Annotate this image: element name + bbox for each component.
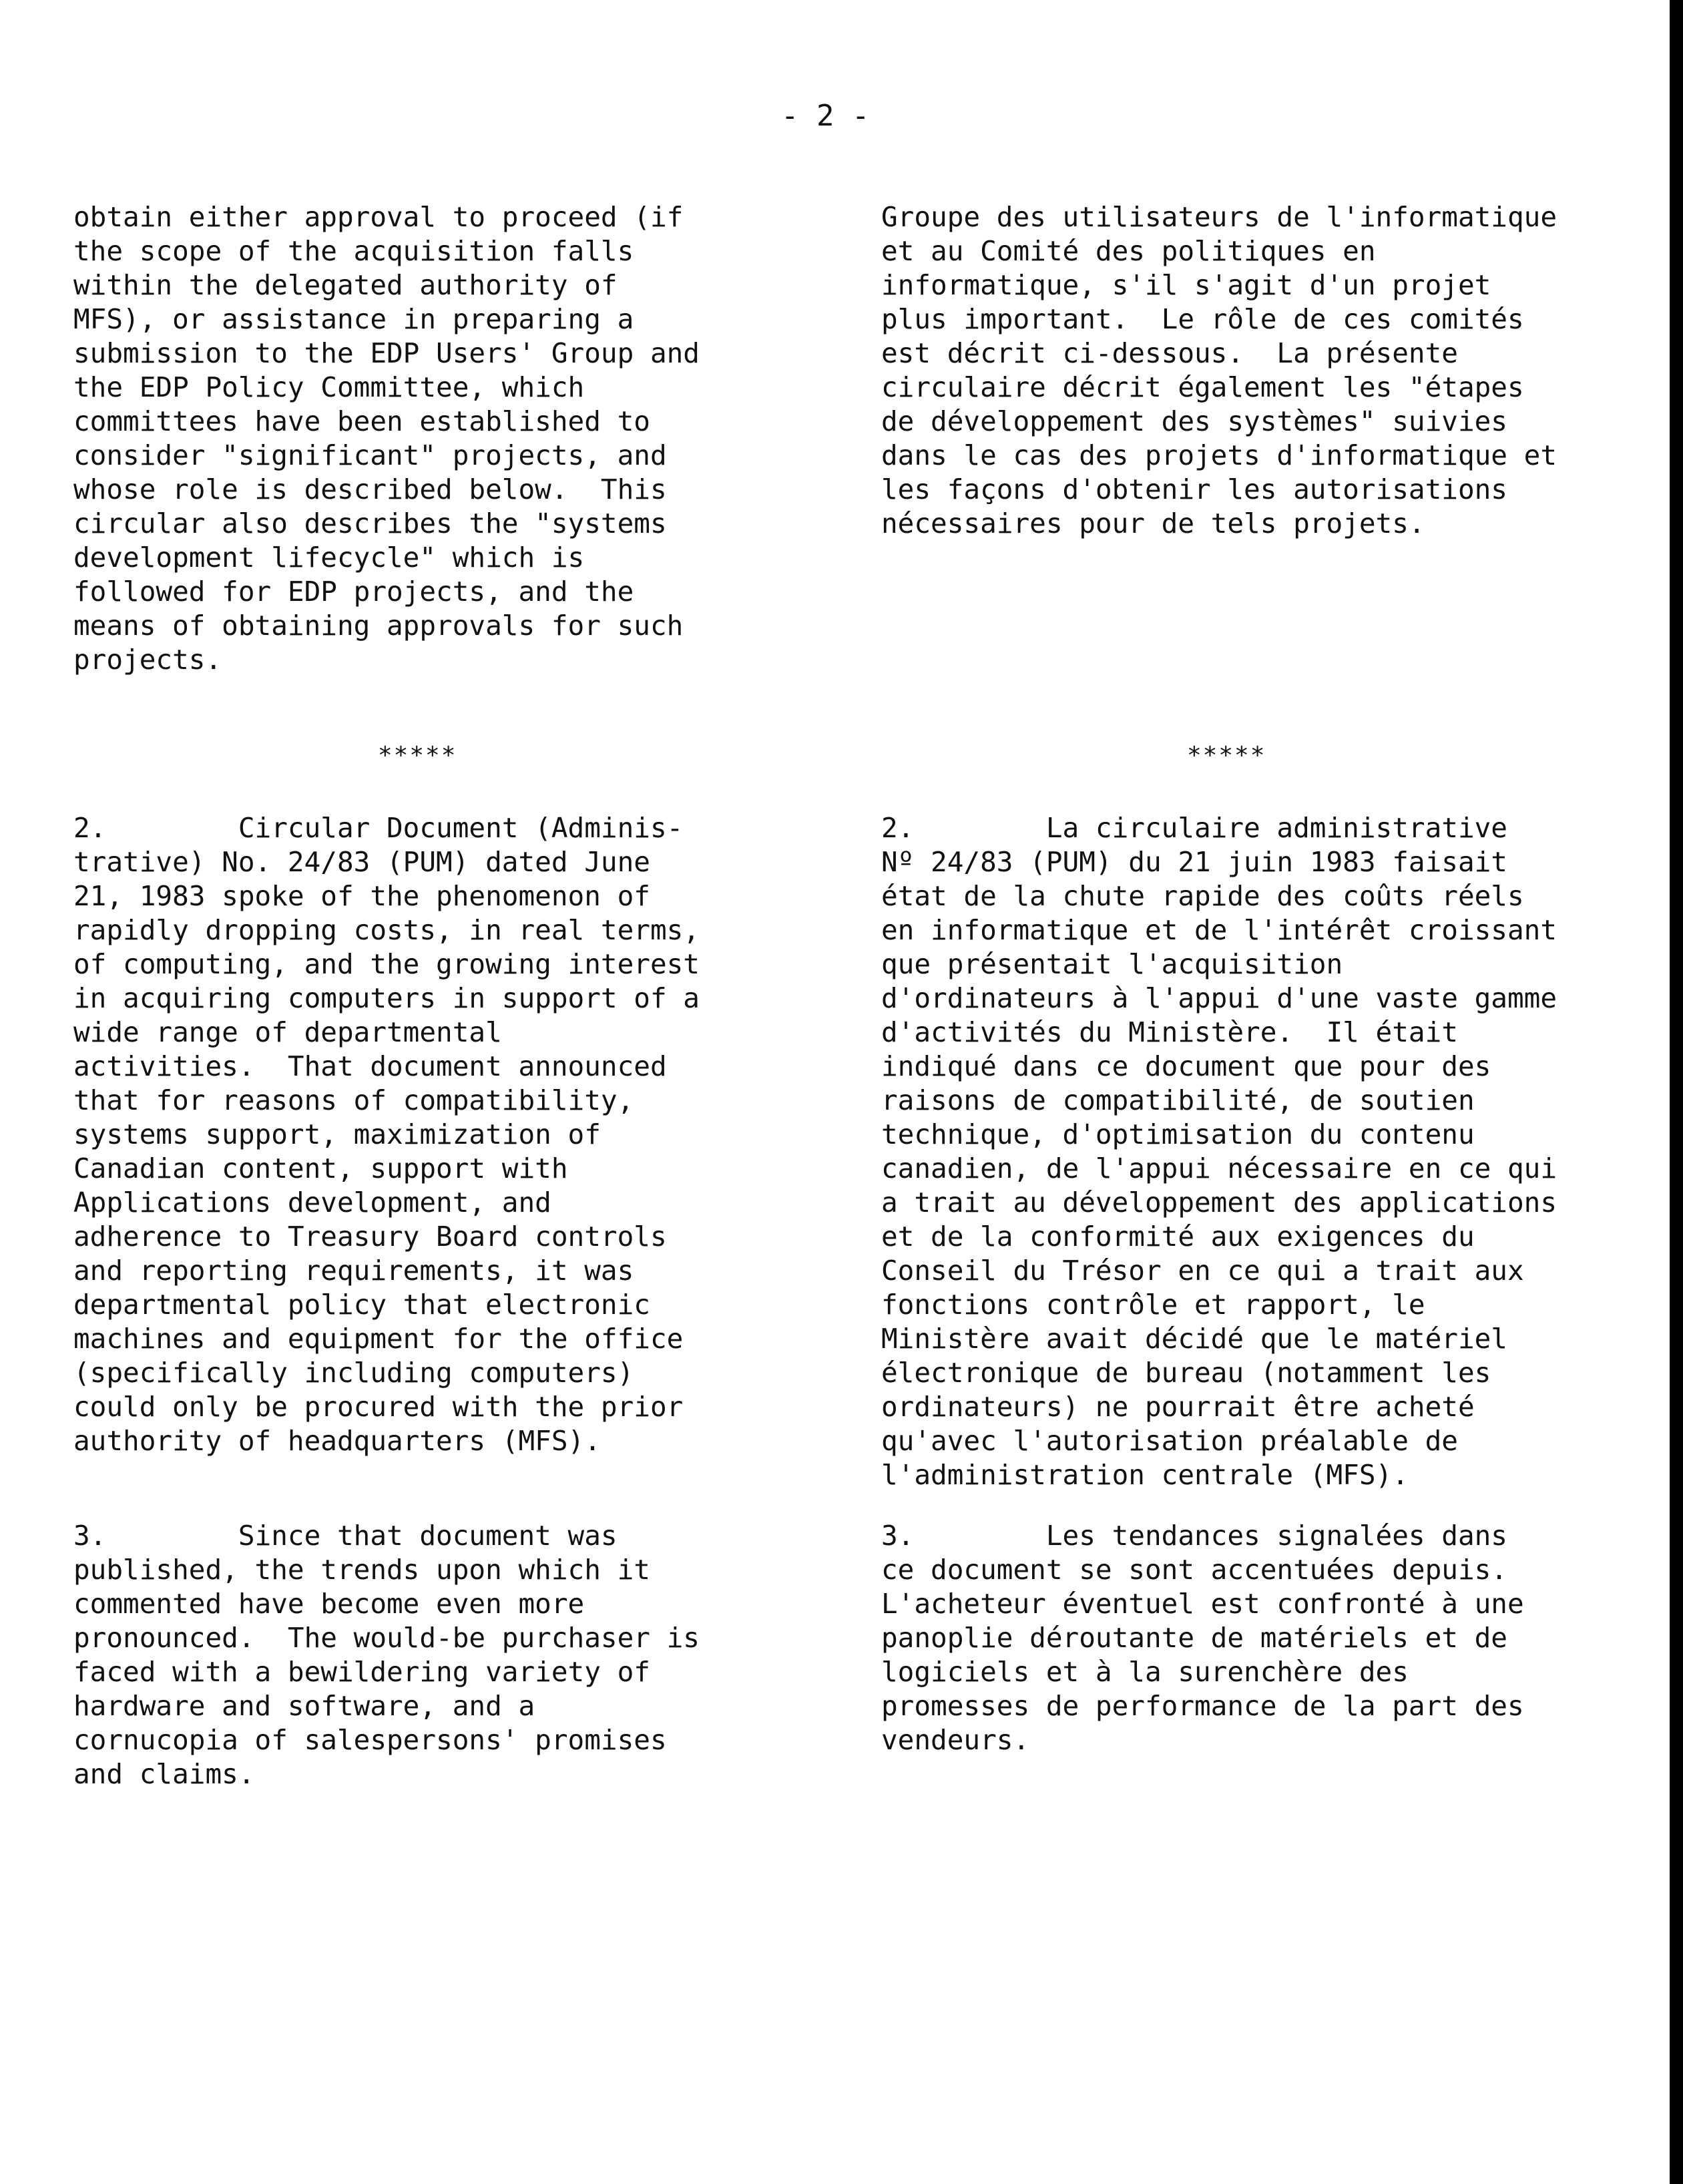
page-edge-bar [1670,0,1683,2184]
english-paragraph-2: 2. Circular Document (Adminis- trative) No. 24/83 (PUM) dated June 21, 1983 spoke of the phenomenon of rapidly dropping costs, in real terms, of computing, and the growing interest in acquiring computers in support of a wide range of departmental activities. That document announced that for reasons of compatibility, systems support, maximization of Canadian content, support with Applications development, and adherence to Treasury Board controls and reporting requirements, it was departmental policy that electronic machines and equipment for the office (specifically including computers) could only be procured with the prior authority of headquarters (MFS). [73,812,700,1457]
english-paragraph-3: 3. Since that document was published, the trends upon which it commented have become even more pronounced. The would-be purchaser is faced with a bewildering variety of hardware and software, and a cornucopia of salespersons' promises and claims. [73,1520,700,1790]
page-number: - 2 - [781,99,870,133]
french-paragraph-3: 3. Les tendances signalées dans ce document se sont accentuées depuis. L'acheteur éventuel est confronté à une panoplie déroutante de matériels et de logiciels et à la surenchère des promesses de performance de la part des vendeurs. [881,1520,1524,1756]
french-separator: ***** [1187,742,1266,769]
english-separator: ***** [378,742,457,769]
french-paragraph-2: 2. La circulaire administrative Nº 24/83 (PUM) du 21 juin 1983 faisait état de la chute rapide des coûts réels en informatique et de l'intérêt croissant que présentait l'acquisition d'ordinateurs à l'appui d'une vaste gamme d'activités du Ministère. Il était indiqué dans ce document que pour des raisons de compatibilité, de soutien technique, d'optimisation du contenu canadien, de l'appui nécessaire en ce qui a trait au développement des applications et de la conformité aux exigences du Conseil du Trésor en ce qui a trait aux fonctions contrôle et rapport, le Ministère avait décidé que le matériel électronique de bureau (notamment les ordinateurs) ne pourrait être acheté qu'avec l'autorisation préalable de l'administration centrale (MFS). [881,812,1557,1491]
english-intro-paragraph: obtain either approval to proceed (if the scope of the acquisition falls within the delegated authority of MFS), or assistance in preparing a submission to the EDP Users' Group and the EDP Policy Committee, which committees have been established to consider "significant" projects, and whose role is described below. This circular also describes the "systems development lifecycle" which is followed for EDP projects, and the means of obtaining approvals for such projects. [73,201,700,676]
french-intro-paragraph: Groupe des utilisateurs de l'informatique et au Comité des politiques en informatique, s'il s'agit d'un projet plus important. Le rôle de ces comités est décrit ci-dessous. La présente circulaire décrit également les "étapes de développement des systèmes" suivies dans le cas des projets d'informatique et les façons d'obtenir les autorisations nécessaires pour de tels projets. [881,201,1557,539]
